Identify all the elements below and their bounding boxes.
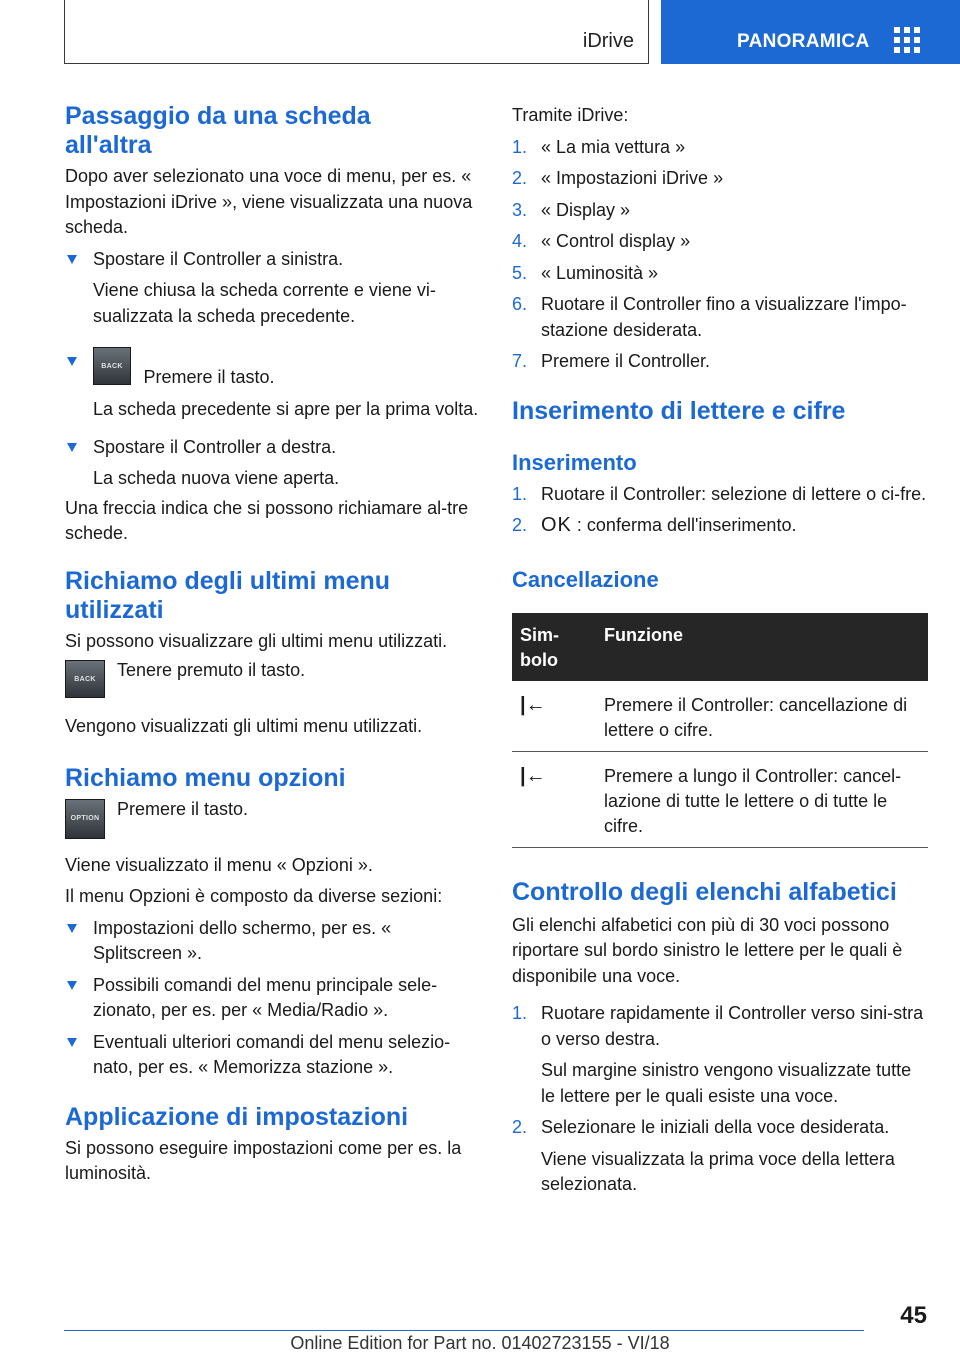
list-item	[65, 973, 480, 1024]
table-header-function: Funzione	[596, 613, 928, 681]
list-item-text: Selezionare le iniziali della voce desiderata.	[541, 1117, 890, 1137]
step-item	[512, 261, 928, 287]
delete-symbol-icon: |←	[512, 681, 596, 752]
step-number: 6.	[512, 294, 528, 314]
step-text: « La mia vettura »	[541, 136, 686, 157]
heading-input-letters: Inserimento di lettere e cifre	[512, 396, 846, 425]
heading-switch-tab: Passaggio da una scheda all'altra	[65, 102, 371, 159]
table-row	[512, 681, 928, 752]
step-item	[512, 198, 928, 224]
footer-divider	[64, 1330, 864, 1331]
list-item-text: Spostare il Controller a sinistra.	[93, 248, 344, 269]
table-cell-function: Premere il Controller: cancellazione di lettere o cifre.	[596, 681, 928, 752]
list-item	[512, 513, 928, 539]
table-row	[512, 751, 928, 847]
subheading-input: Inserimento	[512, 449, 637, 475]
header-section-title: iDrive	[582, 30, 634, 52]
right-column	[512, 100, 928, 1198]
step-text: « Control display »	[541, 231, 691, 251]
list-item	[512, 1115, 928, 1198]
bullet-triangle-icon	[67, 357, 77, 366]
intro-text: Tramite iDrive:	[512, 105, 629, 125]
list-number: 2.	[512, 1117, 528, 1137]
bullet-triangle-icon	[67, 443, 77, 452]
list-item-text: Spostare il Controller a destra.	[93, 436, 337, 457]
grid-menu-icon[interactable]	[894, 27, 920, 53]
list-item	[65, 916, 480, 967]
back-key-icon: BACK	[93, 347, 131, 385]
paragraph: Gli elenchi alfabetici con più di 30 voci possono riportare sul bordo sinistro le lettere per le quali è disponibile una voce.	[512, 914, 903, 986]
step-number: 7.	[512, 351, 528, 371]
list-item	[512, 1001, 928, 1109]
list-item-text: Premere il tasto.	[143, 367, 275, 387]
left-column	[65, 100, 480, 1187]
paragraph: Una freccia indica che si possono richiamare al-tre schede.	[65, 497, 469, 543]
paragraph: Viene visualizzato il menu « Opzioni ».	[65, 854, 373, 875]
subheading-delete: Cancellazione	[512, 566, 659, 592]
key-instruction: Premere il tasto.	[117, 798, 249, 819]
step-item	[512, 349, 928, 375]
step-text: « Impostazioni iDrive »	[541, 168, 724, 188]
step-number: 4.	[512, 231, 528, 251]
list-item-text: Eventuali ulteriori comandi del menu selezio-nato, per es. « Memorizza stazione ».	[93, 1031, 451, 1077]
step-text: « Luminosità »	[541, 262, 659, 283]
delete-symbol-icon: |←	[512, 751, 596, 847]
bullet-triangle-icon	[67, 255, 77, 264]
paragraph: Il menu Opzioni è composto da diverse sezioni:	[65, 886, 443, 906]
list-item	[65, 347, 480, 423]
paragraph: Si possono eseguire impostazioni come per es. la luminosità.	[65, 1137, 462, 1183]
bullet-triangle-icon	[67, 981, 77, 990]
bullet-triangle-icon	[67, 1038, 77, 1047]
paragraph: Vengono visualizzati gli ultimi menu utilizzati.	[65, 716, 423, 736]
step-item	[512, 229, 928, 255]
heading-alphabetic-lists: Controllo degli elenchi alfabetici	[512, 877, 897, 906]
list-item-text: Ruotare il Controller: selezione di lettere o ci-fre.	[541, 483, 927, 504]
list-item-subtext: Viene chiusa la scheda corrente e viene vi-sualizzata la scheda precedente.	[93, 280, 436, 326]
list-item	[65, 1030, 480, 1081]
step-number: 5.	[512, 262, 528, 283]
step-item	[512, 166, 928, 192]
ok-symbol-icon: OK	[541, 514, 572, 536]
back-key-icon: BACK	[65, 660, 105, 698]
table-cell-function: Premere a lungo il Controller: cancel-lazione di tutte le lettere o di tutte le cifre.	[596, 751, 928, 847]
option-key-icon: OPTION	[65, 799, 105, 839]
list-item	[65, 247, 480, 330]
list-item-text: : conferma dell'inserimento.	[576, 515, 797, 535]
list-number: 1.	[512, 1003, 528, 1023]
list-item	[65, 435, 480, 492]
step-number: 3.	[512, 199, 528, 220]
table-header-symbol: Sim- bolo	[512, 613, 596, 681]
step-number: 1.	[512, 136, 528, 157]
heading-apply-settings: Applicazione di impostazioni	[65, 1102, 409, 1131]
list-item-subtext: La scheda precedente si apre per la prima volta.	[93, 399, 479, 419]
step-number: 2.	[512, 168, 528, 188]
heading-options-menu: Richiamo menu opzioni	[65, 763, 346, 792]
step-text: Ruotare il Controller fino a visualizzare l'impo-stazione desiderata.	[541, 294, 907, 340]
step-item	[512, 135, 928, 161]
key-instruction: Tenere premuto il tasto.	[117, 660, 306, 680]
list-item-subtext: La scheda nuova viene aperta.	[93, 468, 340, 488]
step-text: Premere il Controller.	[541, 351, 711, 371]
header-chapter-tab[interactable]	[661, 0, 960, 64]
footer-edition: Online Edition for Part no. 01402723155 - VI/18	[290, 1333, 670, 1353]
paragraph: Dopo aver selezionato una voce di menu, per es. « Impostazioni iDrive », viene visualizzata una nuova scheda.	[65, 166, 473, 237]
list-item-text: Impostazioni dello schermo, per es. « Splitscreen ».	[93, 917, 392, 963]
list-item-subtext: Viene visualizzata la prima voce della lettera selezionata.	[541, 1148, 895, 1194]
key-row	[65, 660, 480, 702]
bullet-triangle-icon	[67, 924, 77, 933]
paragraph: Si possono visualizzare gli ultimi menu utilizzati.	[65, 630, 448, 651]
list-item	[512, 482, 928, 508]
list-item-text: Possibili comandi del menu principale sele-zionato, per es. per « Media/Radio ».	[93, 974, 438, 1020]
list-item-subtext: Sul margine sinistro vengono visualizzate tutte le lettere per le quali esiste una voce.	[541, 1060, 912, 1106]
steps-list	[512, 135, 928, 375]
step-text: « Display »	[541, 199, 631, 220]
key-row	[65, 799, 480, 841]
header-section-box	[64, 0, 649, 64]
header-chapter-title: PANORAMICA	[737, 31, 870, 52]
page-number: 45	[900, 1302, 927, 1329]
list-item-text: Ruotare rapidamente il Controller verso sini-stra o verso destra.	[541, 1003, 924, 1049]
list-number: 1.	[512, 483, 528, 504]
step-item	[512, 292, 928, 343]
list-number: 2.	[512, 515, 528, 535]
delete-table	[512, 613, 928, 848]
heading-recent-menus: Richiamo degli ultimi menu utilizzati	[65, 566, 391, 624]
